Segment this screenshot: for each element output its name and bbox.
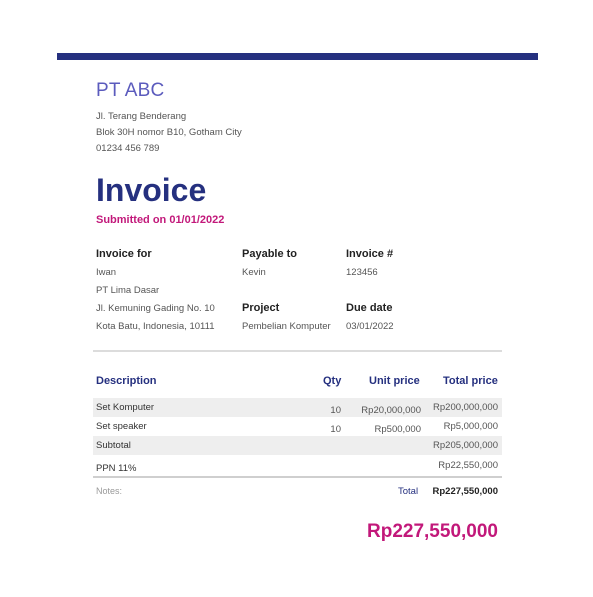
payable-to-value: Kevin bbox=[242, 267, 266, 278]
row-total: Rp200,000,000 bbox=[433, 402, 498, 413]
grand-total: Rp227,550,000 bbox=[367, 521, 498, 542]
company-address-line1: Jl. Terang Benderang bbox=[96, 111, 187, 122]
project-value: Pembelian Komputer bbox=[242, 321, 331, 332]
submitted-date: Submitted on 01/01/2022 bbox=[96, 214, 225, 226]
total-divider bbox=[93, 476, 502, 478]
total-label: Total bbox=[398, 486, 419, 497]
invoice-for-street: Jl. Kemuning Gading No. 10 bbox=[96, 303, 215, 314]
subtotal-value: Rp205,000,000 bbox=[433, 440, 498, 451]
table-row bbox=[93, 417, 502, 436]
row-description: Set Komputer bbox=[96, 402, 155, 413]
due-date-label: Due date bbox=[346, 302, 393, 314]
total-value: Rp227,550,000 bbox=[432, 486, 498, 497]
subtotal-label: Subtotal bbox=[96, 440, 131, 451]
invoice-number-block bbox=[346, 248, 393, 282]
row-total: Rp5,000,000 bbox=[443, 421, 498, 432]
payable-to-block bbox=[242, 248, 297, 282]
subtotal-row bbox=[93, 436, 502, 455]
payable-to-label: Payable to bbox=[242, 248, 298, 260]
invoice-for-city: Kota Batu, Indonesia, 10111 bbox=[96, 321, 215, 332]
col-header-total-price: Total price bbox=[443, 375, 498, 387]
invoice-title: Invoice bbox=[96, 172, 207, 208]
company-phone: 01234 456 789 bbox=[96, 143, 160, 154]
due-date-block bbox=[346, 302, 394, 336]
col-header-description: Description bbox=[96, 375, 157, 387]
invoice-number-label: Invoice # bbox=[346, 248, 394, 260]
row-unit-price: Rp20,000,000 bbox=[361, 405, 421, 416]
col-header-qty: Qty bbox=[323, 375, 342, 387]
project-block bbox=[242, 302, 331, 336]
company-name: PT ABC bbox=[96, 80, 165, 101]
header-accent-bar bbox=[57, 53, 538, 60]
col-header-unit-price: Unit price bbox=[369, 375, 420, 387]
company-block bbox=[96, 80, 242, 155]
invoice-for-block bbox=[96, 248, 215, 336]
invoice-number-value: 123456 bbox=[346, 267, 378, 278]
due-date-value: 03/01/2022 bbox=[346, 321, 394, 332]
row-unit-price: Rp500,000 bbox=[374, 424, 421, 435]
project-label: Project bbox=[242, 302, 280, 314]
table-row bbox=[93, 398, 502, 417]
invoice-for-name: Iwan bbox=[96, 267, 117, 278]
company-address-line2: Blok 30H nomor B10, Gotham City bbox=[96, 127, 242, 138]
invoice-for-label: Invoice for bbox=[96, 248, 152, 260]
tax-row bbox=[93, 456, 502, 475]
invoice-for-company: PT Lima Dasar bbox=[96, 285, 160, 296]
notes-label: Notes: bbox=[96, 486, 123, 496]
row-qty: 10 bbox=[330, 405, 341, 416]
section-divider bbox=[93, 350, 502, 352]
row-qty: 10 bbox=[330, 424, 341, 435]
tax-value: Rp22,550,000 bbox=[438, 460, 498, 471]
row-description: Set speaker bbox=[96, 421, 147, 432]
tax-label: PPN 11% bbox=[96, 463, 137, 474]
